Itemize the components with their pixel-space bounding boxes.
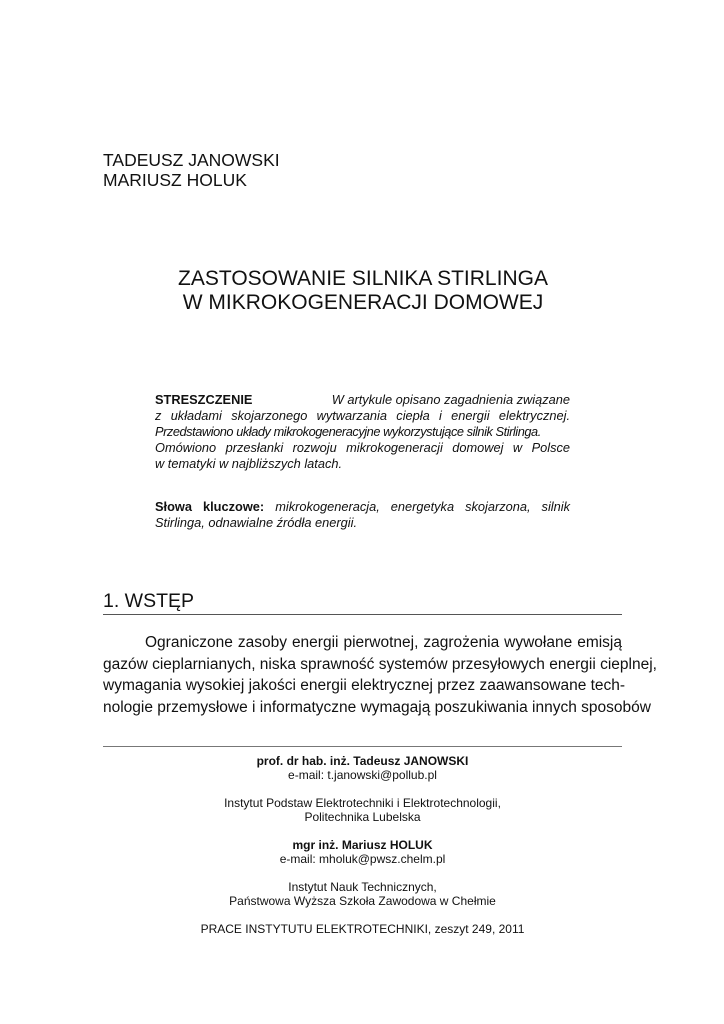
body-line: wymagania wysokiej jakości energii elektrycznej przez zaawansowane tech- <box>103 677 626 694</box>
body-line: Ograniczone zasoby energii pierwotnej, zagrożenia wywołane emisją <box>145 634 622 651</box>
author-affiliation: Instytut Nauk Technicznych, <box>288 880 437 894</box>
keywords-label: Słowa kluczowe: <box>155 499 265 514</box>
body-paragraph <box>103 632 657 718</box>
author-affiliations <box>103 754 622 908</box>
keywords <box>155 499 570 531</box>
abstract-label: STRESZCZENIE <box>155 392 253 407</box>
abstract-text: Omówiono przesłanki rozwoju mikrokogeneracji domowej w Polsce <box>155 440 570 455</box>
abstract-text: w tematyki w najbliższych latach. <box>155 456 343 471</box>
author-name: MARIUSZ HOLUK <box>103 170 247 190</box>
author-email: e-mail: mholuk@pwsz.chelm.pl <box>279 852 446 866</box>
section-heading: 1. WSTĘP <box>103 590 622 615</box>
keywords-text: Stirlinga, odnawialne źródła energii. <box>155 515 358 530</box>
author-names <box>103 150 280 190</box>
body-line: gazów cieplarnianych, niska sprawność systemów przesyłowych energii cieplnej, <box>103 655 657 673</box>
title-line: ZASTOSOWANIE SILNIKA STIRLINGA <box>178 267 548 290</box>
title-line: W MIKROKOGENERACJI DOMOWEJ <box>182 291 544 314</box>
paper-title <box>103 267 623 315</box>
author-email: e-mail: t.janowski@pollub.pl <box>288 768 437 782</box>
keywords-text: mikrokogeneracja, energetyka skojarzona, silnik <box>275 499 570 514</box>
author-name-footer: prof. dr hab. inż. Tadeusz JANOWSKI <box>256 754 469 768</box>
abstract-text: Przedstawiono układy mikrokogeneracyjne wykorzystujące silnik Stirlinga. <box>155 424 541 439</box>
footnote-divider <box>103 746 622 747</box>
author-name: TADEUSZ JANOWSKI <box>103 150 280 170</box>
keywords-first-row <box>155 499 570 515</box>
abstract <box>155 392 570 472</box>
abstract-text: W artykule opisano zagadnienia związane <box>331 392 570 407</box>
abstract-text: z układami skojarzonego wytwarzania ciepła i energii elektrycznej. <box>155 408 570 423</box>
journal-citation: PRACE INSTYTUTU ELEKTROTECHNIKI, zeszyt 249, 2011 <box>200 922 525 936</box>
abstract-first-row <box>155 392 570 408</box>
author-affiliation: Państwowa Wyższa Szkoła Zawodowa w Chełmie <box>229 894 496 908</box>
author-affiliation: Instytut Podstaw Elektrotechniki i Elektrotechnologii, <box>224 796 501 810</box>
author-name-footer: mgr inż. Mariusz HOLUK <box>292 838 433 852</box>
author-affiliation: Politechnika Lubelska <box>304 810 421 824</box>
body-line: nologie przemysłowe i informatyczne wymagają poszukiwania innych sposobów <box>103 698 651 716</box>
